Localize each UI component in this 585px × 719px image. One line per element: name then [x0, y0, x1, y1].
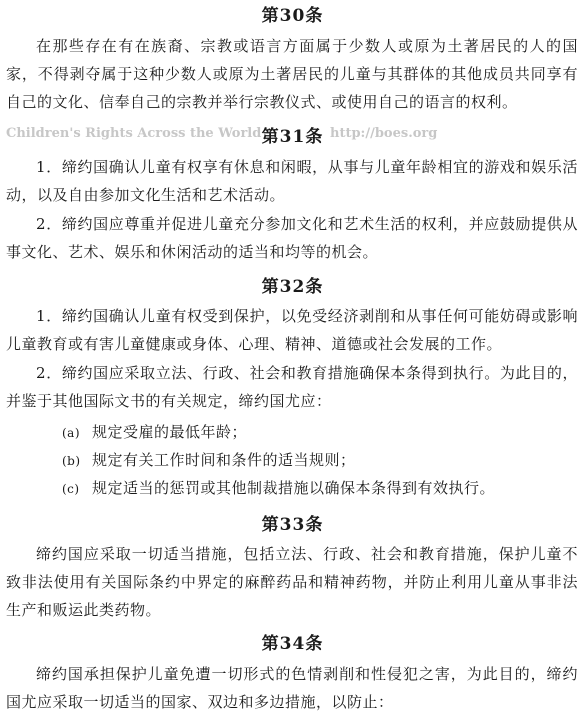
article-33-paragraph: 缔约国应采取一切适当措施，包括立法、行政、社会和教育措施，保护儿童不致非法使用有关国际条约中界定的麻醉药品和精神药物，并防止利用儿童从事非法生产和贩运此类药物。 [6, 545, 578, 619]
watermark-right: http://boes.org [330, 126, 438, 141]
article-32-title: 第32条 [261, 277, 324, 297]
watermark-left: Children's Rights Across the World [6, 126, 262, 141]
article-34-paragraph: 缔约国承担保护儿童免遭一切形式的色情剥削和性侵犯之害，为此目的，缔约国尤应采取一切适当的国家、双边和多边措施，以防止： [6, 665, 578, 711]
article-33-title: 第33条 [261, 515, 324, 535]
article-32-paragraph-2: 2．缔约国应采取立法、行政、社会和教育措施确保本条得到执行。为此目的，并鉴于其他国际文书的有关规定，缔约国尤应： [6, 364, 578, 410]
item-label: (a) [62, 426, 81, 440]
article-32-item-c [62, 478, 572, 499]
article-30-title: 第30条 [261, 6, 324, 26]
article-31-paragraph-1: 1．缔约国确认儿童有权享有休息和闲暇，从事与儿童年龄相宜的游戏和娱乐活动，以及自由参加文化生活和艺术活动。 [6, 158, 578, 204]
article-34-title: 第34条 [261, 634, 324, 654]
article-32-item-a [62, 422, 572, 443]
article-30-paragraph: 在那些存在有在族裔、宗教或语言方面属于少数人或原为土著居民的人的国家，不得剥夺属于这种少数人或原为土著居民的儿童与其群体的其他成员共同享有自己的文化、信奉自己的宗教并举行宗教仪式、或使用自己的语言的权利。 [6, 37, 578, 111]
item-text: 规定适当的惩罚或其他制裁措施以确保本条得到有效执行。 [92, 479, 496, 497]
item-label: (c) [62, 482, 80, 496]
article-31-paragraph-2: 2．缔约国应尊重并促进儿童充分参加文化和艺术生活的权利，并应鼓励提供从事文化、艺术、娱乐和休闲活动的适当和均等的机会。 [6, 215, 578, 261]
article-32-paragraph-1: 1．缔约国确认儿童有权受到保护，以免受经济剥削和从事任何可能妨碍或影响儿童教育或有害儿童健康或身体、心理、精神、道德或社会发展的工作。 [6, 307, 578, 353]
article-31-title: 第31条 [261, 127, 324, 147]
article-32-item-b [62, 450, 572, 471]
item-label: (b) [62, 454, 81, 468]
item-text: 规定有关工作时间和条件的适当规则； [92, 451, 356, 469]
item-text: 规定受雇的最低年龄； [92, 423, 248, 441]
